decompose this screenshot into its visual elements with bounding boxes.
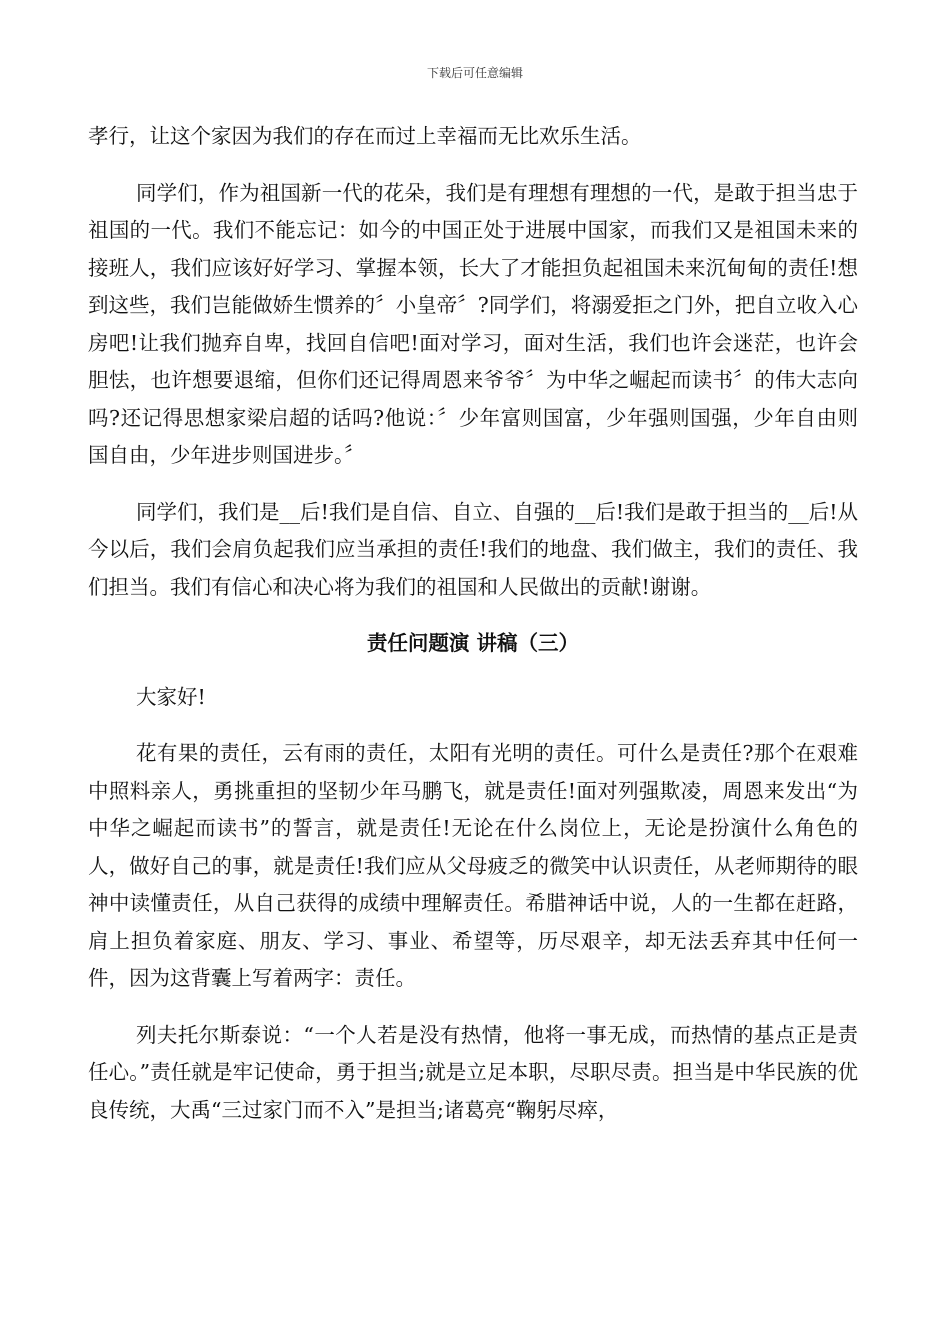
paragraph-1: 孝行，让这个家因为我们的存在而过上幸福而无比欢乐生活。 <box>88 124 642 148</box>
section-title: 责任问题演 讲稿（三） <box>366 631 580 655</box>
paragraph-2: 同学们，作为祖国新一代的花朵，我们是有理想有理想的一代，是敢于担当忠于祖国的一代。我们不能忘记：如今的中国正处于进展中国家，而我们又是祖国未来的接班人，我们应该好好学习、掌握本领，长大了才能担负起祖国未来沉甸甸的责任!想到这些，我们岂能做娇生惯养的〞小皇帝〞?同学们，将溺爱拒之门外，把自立收入心房吧!让我们抛弃自卑，找回自信吧!面对学习，面对生活，我们也许会迷茫，也许会胆怯，也许想要退缩，但你们还记得周恩来爷爷〞为中华之崛起而读书〞的伟大志向吗?还记得思想家梁启超的话吗?他说：〞少年富则国富，少年强则国强，少年自由则国自由，少年进步则国进步。〞 <box>88 180 858 467</box>
paragraph-3: 同学们，我们是__后!我们是自信、自立、自强的__后!我们是敢于担当的__后!从今以后，我们会肩负起我们应当承担的责任!我们的地盘、我们做主，我们的责任、我们担当。我们有信心和决心将为我们的祖国和人民做出的贡献!谢谢。 <box>88 499 858 599</box>
document-body <box>88 118 858 1148</box>
greeting-paragraph: 大家好! <box>136 684 206 709</box>
paragraph-5: 列夫托尔斯泰说：“一个人若是没有热情，他将一事无成，而热情的基点正是责任心。”责任就是牢记使命，勇于担当;就是立足本职，尽职尽责。担当是中华民族的优良传统，大禹“三过家门而不入”是担当;诸葛亮“鞠躬尽瘁， <box>88 1022 858 1122</box>
page-header: 下载后可任意编辑 <box>426 66 523 80</box>
paragraph-4: 花有果的责任，云有雨的责任，太阳有光明的责任。可什么是责任?那个在艰难中照料亲人，勇挑重担的坚韧少年马鹏飞，就是责任!面对列强欺凌，周恩来发出“为中华之崛起而读书”的誓言，就是责任!无论在什么岗位上，无论是扮演什么角色的人，做好自己的事，就是责任!我们应从父母疲乏的微笑中认识责任，从老师期待的眼神中读懂责任，从自己获得的成绩中理解责任。希腊神话中说，人的一生都在赶路，肩上担负着家庭、朋友、学习、事业、希望等，历尽艰辛，却无法丢弃其中任何一件，因为这背囊上写着两字：责任。 <box>88 741 858 990</box>
